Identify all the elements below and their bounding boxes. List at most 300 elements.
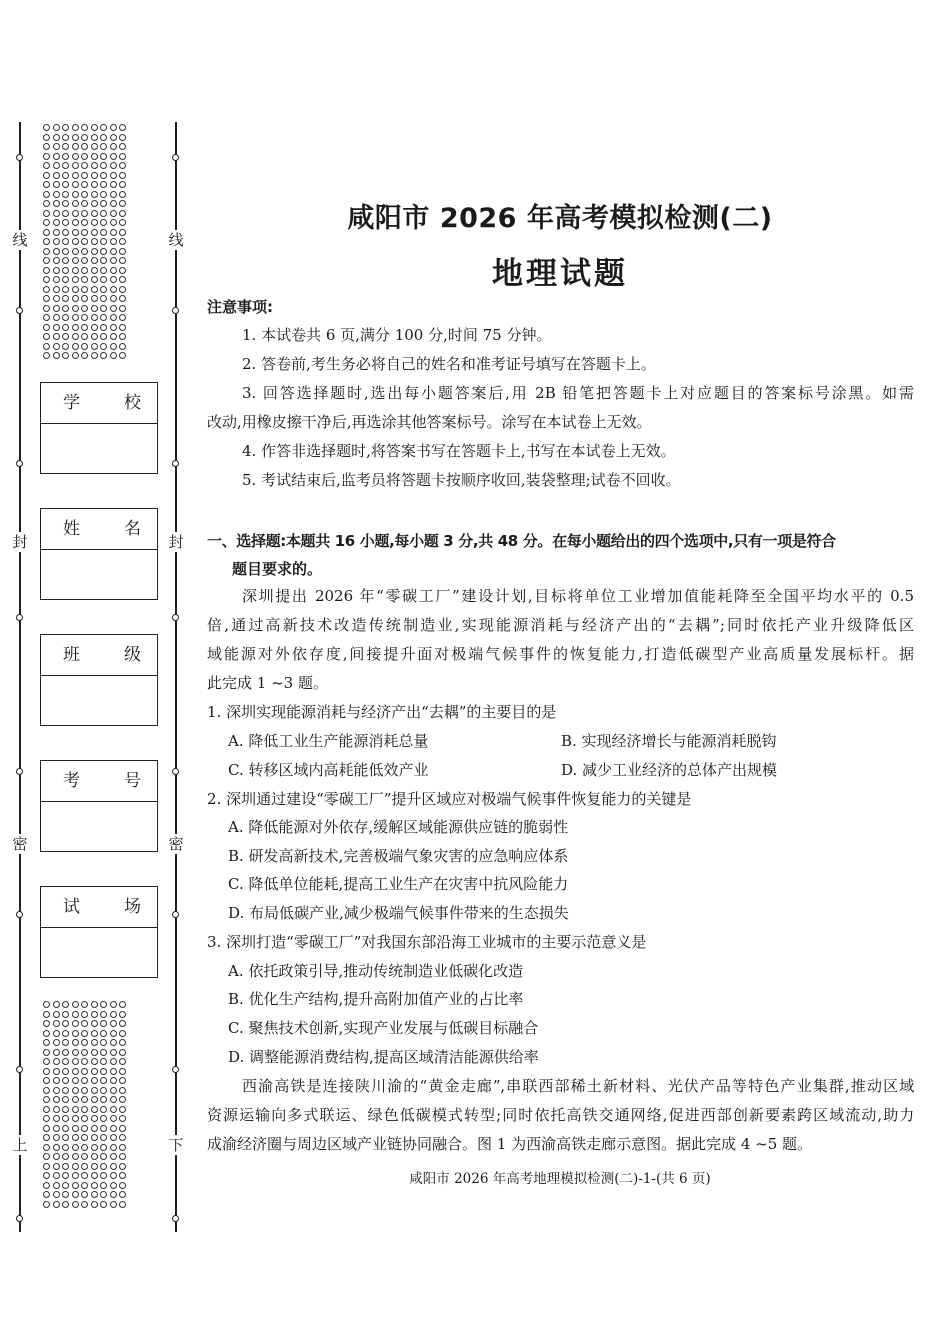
- binding-dot: [53, 1011, 60, 1018]
- binding-dot: [72, 1182, 79, 1189]
- binding-dot: [100, 1182, 107, 1189]
- binding-dot: [119, 1049, 126, 1056]
- binding-char: 线: [166, 230, 186, 250]
- binding-dot: [81, 248, 88, 255]
- binding-dot: [53, 191, 60, 198]
- binding-dot: [43, 1039, 50, 1046]
- binding-dot: [53, 257, 60, 264]
- field-label: 学: [63, 393, 80, 413]
- binding-dot: [110, 1144, 117, 1151]
- question-2-option-d[interactable]: D. 布局低碳产业,减少极端气候事件带来的生态损失: [228, 904, 569, 922]
- binding-dot: [62, 1068, 69, 1075]
- binding-dot: [43, 219, 50, 226]
- binding-dot: [110, 276, 117, 283]
- binding-dot: [81, 1172, 88, 1179]
- binding-dot: [72, 143, 79, 150]
- binding-dot: [119, 181, 126, 188]
- binding-dot: [100, 1125, 107, 1132]
- binding-dot: [62, 267, 69, 274]
- binding-dot: [81, 1001, 88, 1008]
- binding-dot: [62, 1172, 69, 1179]
- binding-dot: [100, 124, 107, 131]
- binding-dot: [43, 1058, 50, 1065]
- binding-dot: [119, 267, 126, 274]
- binding-dot: [91, 1172, 98, 1179]
- binding-dot: [62, 1182, 69, 1189]
- question-2-option-c[interactable]: C. 降低单位能耗,提高工业生产在灾害中抗风险能力: [228, 875, 569, 893]
- binding-dot: [91, 124, 98, 131]
- binding-dot: [91, 1049, 98, 1056]
- binding-dot: [119, 229, 126, 236]
- binding-dot: [53, 1172, 60, 1179]
- binding-dot: [72, 1172, 79, 1179]
- binding-dot: [110, 1106, 117, 1113]
- binding-dot: [119, 1125, 126, 1132]
- binding-hole: [172, 460, 179, 467]
- binding-dot: [110, 191, 117, 198]
- binding-dot: [81, 333, 88, 340]
- binding-dot: [81, 343, 88, 350]
- binding-dot: [110, 1115, 117, 1122]
- binding-dot: [119, 191, 126, 198]
- question-3-option-b[interactable]: B. 优化生产结构,提升高附加值产业的占比率: [228, 990, 524, 1008]
- field-label: 班: [63, 645, 80, 665]
- binding-hole: [16, 1066, 23, 1073]
- binding-dot: [43, 1172, 50, 1179]
- binding-dot: [91, 267, 98, 274]
- binding-dot: [62, 153, 69, 160]
- binding-dot: [119, 352, 126, 359]
- binding-dot: [72, 162, 79, 169]
- binding-dot: [72, 1001, 79, 1008]
- binding-dot: [81, 210, 88, 217]
- binding-dot: [72, 1144, 79, 1151]
- binding-dot: [53, 229, 60, 236]
- binding-dot: [100, 314, 107, 321]
- binding-dot: [43, 1087, 50, 1094]
- binding-dot: [62, 1058, 69, 1065]
- binding-dot: [72, 191, 79, 198]
- binding-dot: [110, 229, 117, 236]
- question-3-option-d[interactable]: D. 调整能源消费结构,提高区域清洁能源供给率: [228, 1048, 539, 1066]
- binding-dot: [43, 343, 50, 350]
- binding-hole: [172, 1215, 179, 1222]
- binding-dot: [100, 1144, 107, 1151]
- binding-dot: [91, 1125, 98, 1132]
- binding-dot: [119, 200, 126, 207]
- class-field[interactable]: [40, 634, 158, 726]
- binding-dot: [43, 267, 50, 274]
- binding-dot: [62, 248, 69, 255]
- binding-dot: [43, 191, 50, 198]
- binding-dot: [72, 314, 79, 321]
- binding-dot: [119, 276, 126, 283]
- binding-dot: [53, 1068, 60, 1075]
- binding-char: 密: [10, 834, 30, 854]
- field-label: 号: [124, 771, 141, 791]
- binding-dot: [72, 181, 79, 188]
- binding-dot: [72, 1201, 79, 1208]
- binding-dot: [100, 229, 107, 236]
- binding-dot: [119, 1191, 126, 1198]
- binding-dot: [81, 1039, 88, 1046]
- binding-dot: [100, 248, 107, 255]
- notice-item: 5. 考试结束后,监考员将答题卡按顺序收回,装袋整理;试卷不回收。: [242, 471, 681, 489]
- binding-dot: [43, 1020, 50, 1027]
- binding-dot: [91, 343, 98, 350]
- question-2-option-b[interactable]: B. 研发高新技术,完善极端气象灾害的应急响应体系: [228, 847, 569, 865]
- binding-dot: [119, 1077, 126, 1084]
- exam-number-field[interactable]: [40, 760, 158, 852]
- binding-dot: [62, 1001, 69, 1008]
- binding-dot: [53, 352, 60, 359]
- binding-dot: [100, 200, 107, 207]
- binding-dot: [100, 286, 107, 293]
- binding-hole: [172, 154, 179, 161]
- binding-dot: [72, 1030, 79, 1037]
- binding-dot: [110, 162, 117, 169]
- question-2-option-a[interactable]: A. 降低能源对外依存,缓解区域能源供应链的脆弱性: [228, 818, 569, 836]
- binding-dot: [119, 333, 126, 340]
- binding-dot: [100, 1001, 107, 1008]
- binding-dot: [110, 1163, 117, 1170]
- binding-dot: [43, 124, 50, 131]
- binding-dot: [119, 286, 126, 293]
- binding-dot: [43, 210, 50, 217]
- binding-dot: [81, 257, 88, 264]
- binding-dot: [53, 1001, 60, 1008]
- binding-dot: [119, 314, 126, 321]
- binding-dot: [72, 153, 79, 160]
- binding-dot: [72, 1087, 79, 1094]
- binding-dot: [91, 352, 98, 359]
- passage-line: 域能源对外依存度,间接提升面对极端气候事件的恢复能力,打造低碳型产业高质量发展标杆。据: [207, 645, 914, 663]
- binding-dot: [81, 1087, 88, 1094]
- binding-dot: [91, 257, 98, 264]
- binding-dot: [119, 162, 126, 169]
- binding-dot: [43, 172, 50, 179]
- binding-dot: [110, 181, 117, 188]
- binding-dot: [43, 1125, 50, 1132]
- question-1-option-d[interactable]: D. 减少工业经济的总体产出规模: [561, 761, 778, 779]
- binding-dot: [43, 238, 50, 245]
- binding-dot: [81, 1125, 88, 1132]
- field-label: 试: [63, 897, 80, 917]
- binding-dot: [110, 124, 117, 131]
- notice-item-continued: 改动,用橡皮擦干净后,再选涂其他答案标号。涂写在本试卷上无效。: [207, 413, 652, 431]
- binding-dot: [62, 1077, 69, 1084]
- binding-dot: [91, 305, 98, 312]
- binding-dot: [53, 1125, 60, 1132]
- question-1-option-c[interactable]: C. 转移区域内高耗能低效产业: [228, 761, 429, 779]
- section-heading-continued: 题目要求的。: [232, 560, 323, 578]
- binding-dot: [43, 1049, 50, 1056]
- binding-dot: [72, 1153, 79, 1160]
- binding-dot: [81, 1115, 88, 1122]
- passage-line: 西渝高铁是连接陕川渝的“黄金走廊”,串联西部稀土新材料、光伏产品等特色产业集群,推动区域: [242, 1077, 914, 1095]
- binding-dot: [72, 1134, 79, 1141]
- binding-dot: [62, 1096, 69, 1103]
- binding-dot: [110, 200, 117, 207]
- binding-dot: [62, 1201, 69, 1208]
- binding-dot: [91, 276, 98, 283]
- binding-dot: [91, 1011, 98, 1018]
- name-field[interactable]: [40, 508, 158, 600]
- binding-dot: [119, 1058, 126, 1065]
- binding-dot: [100, 305, 107, 312]
- binding-dot: [53, 238, 60, 245]
- binding-dot: [81, 134, 88, 141]
- binding-dot: [81, 200, 88, 207]
- binding-dot: [62, 1020, 69, 1027]
- binding-dot: [91, 153, 98, 160]
- binding-dot: [91, 1087, 98, 1094]
- binding-dot: [72, 267, 79, 274]
- binding-dot: [53, 267, 60, 274]
- binding-dot: [72, 1039, 79, 1046]
- binding-dot: [110, 1030, 117, 1037]
- binding-dot: [53, 200, 60, 207]
- binding-dot: [91, 172, 98, 179]
- binding-dot: [119, 1001, 126, 1008]
- binding-dot: [72, 1049, 79, 1056]
- binding-dot: [81, 172, 88, 179]
- binding-dot: [100, 1201, 107, 1208]
- binding-dot: [53, 1115, 60, 1122]
- binding-dot: [81, 1049, 88, 1056]
- binding-hole: [172, 1066, 179, 1073]
- binding-dot: [53, 172, 60, 179]
- binding-dot: [53, 1153, 60, 1160]
- binding-dot: [43, 153, 50, 160]
- binding-dot: [81, 124, 88, 131]
- binding-dot: [110, 1172, 117, 1179]
- binding-dot: [119, 1115, 126, 1122]
- binding-dot: [110, 1001, 117, 1008]
- binding-dot: [81, 1020, 88, 1027]
- binding-hole: [172, 911, 179, 918]
- binding-dot: [100, 1115, 107, 1122]
- binding-dot: [43, 1201, 50, 1208]
- binding-dot: [43, 1106, 50, 1113]
- binding-dot: [72, 1191, 79, 1198]
- binding-dot: [81, 238, 88, 245]
- question-1-option-a[interactable]: A. 降低工业生产能源消耗总量: [228, 732, 429, 750]
- binding-dot: [100, 333, 107, 340]
- binding-dot: [110, 1077, 117, 1084]
- binding-dot: [100, 352, 107, 359]
- binding-dot: [119, 1106, 126, 1113]
- binding-dot: [53, 305, 60, 312]
- binding-dot: [53, 1201, 60, 1208]
- section-heading: 一、选择题:本题共 16 小题,每小题 3 分,共 48 分。在每小题给出的四个选项中,只有一项是符合: [207, 532, 836, 550]
- field-label: 场: [124, 897, 141, 917]
- binding-dot: [62, 1011, 69, 1018]
- question-3-option-a[interactable]: A. 依托政策引导,推动传统制造业低碳化改造: [228, 962, 524, 980]
- binding-dot: [72, 352, 79, 359]
- binding-dot: [53, 286, 60, 293]
- binding-dot: [72, 1163, 79, 1170]
- binding-dot: [81, 305, 88, 312]
- binding-dot: [43, 324, 50, 331]
- binding-dot: [72, 200, 79, 207]
- question-1-option-b[interactable]: B. 实现经济增长与能源消耗脱钩: [561, 732, 777, 750]
- binding-dot: [72, 210, 79, 217]
- binding-dot: [43, 295, 50, 302]
- binding-dot: [81, 1163, 88, 1170]
- binding-dot: [110, 248, 117, 255]
- binding-dot: [81, 229, 88, 236]
- binding-dot: [81, 153, 88, 160]
- binding-dot: [110, 267, 117, 274]
- binding-char: 下: [166, 1135, 186, 1155]
- binding-dot: [110, 343, 117, 350]
- binding-dot: [43, 162, 50, 169]
- binding-dot: [110, 1049, 117, 1056]
- binding-dot: [62, 143, 69, 150]
- school-field[interactable]: [40, 382, 158, 474]
- binding-dot: [81, 1011, 88, 1018]
- binding-dot: [72, 1077, 79, 1084]
- binding-dot: [62, 1134, 69, 1141]
- binding-dot: [53, 1144, 60, 1151]
- page-footer: 咸阳市 2026 年高考地理模拟检测(二)-1-(共 6 页): [409, 1171, 711, 1187]
- binding-dot: [62, 219, 69, 226]
- binding-dot: [100, 257, 107, 264]
- binding-dot: [43, 276, 50, 283]
- binding-dot: [72, 229, 79, 236]
- binding-dot: [110, 295, 117, 302]
- notice-item: 1. 本试卷共 6 页,满分 100 分,时间 75 分钟。: [242, 326, 552, 344]
- binding-dot: [43, 286, 50, 293]
- binding-dot: [110, 1096, 117, 1103]
- binding-dot: [72, 305, 79, 312]
- binding-dot: [100, 191, 107, 198]
- binding-dot: [119, 305, 126, 312]
- binding-dot: [91, 219, 98, 226]
- binding-dot: [119, 1039, 126, 1046]
- binding-dot: [119, 343, 126, 350]
- binding-dot: [91, 1134, 98, 1141]
- binding-dot: [91, 134, 98, 141]
- binding-dot: [43, 257, 50, 264]
- binding-dot: [53, 1134, 60, 1141]
- binding-dot: [91, 1201, 98, 1208]
- binding-dot: [110, 219, 117, 226]
- binding-dot: [53, 162, 60, 169]
- binding-dot: [62, 333, 69, 340]
- exam-room-field[interactable]: [40, 886, 158, 978]
- binding-dot: [91, 1115, 98, 1122]
- binding-dot: [91, 1096, 98, 1103]
- binding-dot: [100, 1087, 107, 1094]
- binding-dot: [72, 1011, 79, 1018]
- binding-dot: [62, 238, 69, 245]
- binding-dot: [100, 153, 107, 160]
- binding-dot: [53, 1106, 60, 1113]
- binding-dot: [110, 257, 117, 264]
- binding-dot: [81, 276, 88, 283]
- binding-dot: [43, 305, 50, 312]
- binding-dot: [53, 333, 60, 340]
- binding-dot: [119, 210, 126, 217]
- binding-dot: [119, 172, 126, 179]
- binding-dot: [81, 1106, 88, 1113]
- binding-dot: [43, 1096, 50, 1103]
- binding-dot: [91, 229, 98, 236]
- binding-dot: [72, 1020, 79, 1027]
- binding-dot: [110, 286, 117, 293]
- subject-title: 地理试题: [492, 256, 628, 292]
- binding-dot: [100, 1049, 107, 1056]
- binding-hole: [16, 768, 23, 775]
- binding-dot: [100, 1077, 107, 1084]
- field-label: 名: [124, 519, 141, 539]
- binding-dot: [81, 1077, 88, 1084]
- binding-dot: [110, 352, 117, 359]
- binding-dot: [72, 276, 79, 283]
- binding-dot: [53, 1039, 60, 1046]
- binding-dot: [53, 324, 60, 331]
- binding-dot: [72, 343, 79, 350]
- binding-dot: [100, 238, 107, 245]
- binding-dot: [81, 219, 88, 226]
- binding-dot: [43, 134, 50, 141]
- binding-dot: [62, 352, 69, 359]
- binding-dot: [72, 295, 79, 302]
- binding-dot: [43, 1153, 50, 1160]
- binding-dot: [53, 219, 60, 226]
- binding-dot: [110, 172, 117, 179]
- binding-dot: [53, 1191, 60, 1198]
- binding-dot: [119, 248, 126, 255]
- binding-dot: [72, 257, 79, 264]
- binding-char: 封: [166, 532, 186, 552]
- binding-dot: [119, 238, 126, 245]
- binding-dot: [100, 1030, 107, 1037]
- binding-dot: [72, 333, 79, 340]
- binding-dot: [110, 210, 117, 217]
- binding-dot: [110, 305, 117, 312]
- binding-dot: [53, 210, 60, 217]
- binding-dot: [110, 1058, 117, 1065]
- binding-dot: [53, 343, 60, 350]
- binding-dot: [62, 1106, 69, 1113]
- binding-dot: [110, 1011, 117, 1018]
- binding-dot: [100, 295, 107, 302]
- question-3-option-c[interactable]: C. 聚焦技术创新,实现产业发展与低碳目标融合: [228, 1019, 539, 1037]
- binding-dot: [62, 343, 69, 350]
- binding-dot: [91, 238, 98, 245]
- binding-dot: [43, 200, 50, 207]
- binding-dot: [43, 1191, 50, 1198]
- binding-dot: [119, 324, 126, 331]
- passage-line: 深圳提出 2026 年“零碳工厂”建设计划,目标将单位工业增加值能耗降至全国平均水平的 0.5: [242, 587, 914, 605]
- binding-dot: [72, 134, 79, 141]
- binding-dot: [110, 1134, 117, 1141]
- binding-dot: [72, 124, 79, 131]
- binding-dot: [43, 229, 50, 236]
- binding-dot: [91, 1068, 98, 1075]
- binding-dot: [119, 1011, 126, 1018]
- binding-dot: [72, 1058, 79, 1065]
- binding-dot: [119, 124, 126, 131]
- binding-hole: [16, 614, 23, 621]
- binding-dot: [62, 1153, 69, 1160]
- binding-dot: [119, 1087, 126, 1094]
- binding-dot: [91, 1191, 98, 1198]
- binding-dot: [91, 1077, 98, 1084]
